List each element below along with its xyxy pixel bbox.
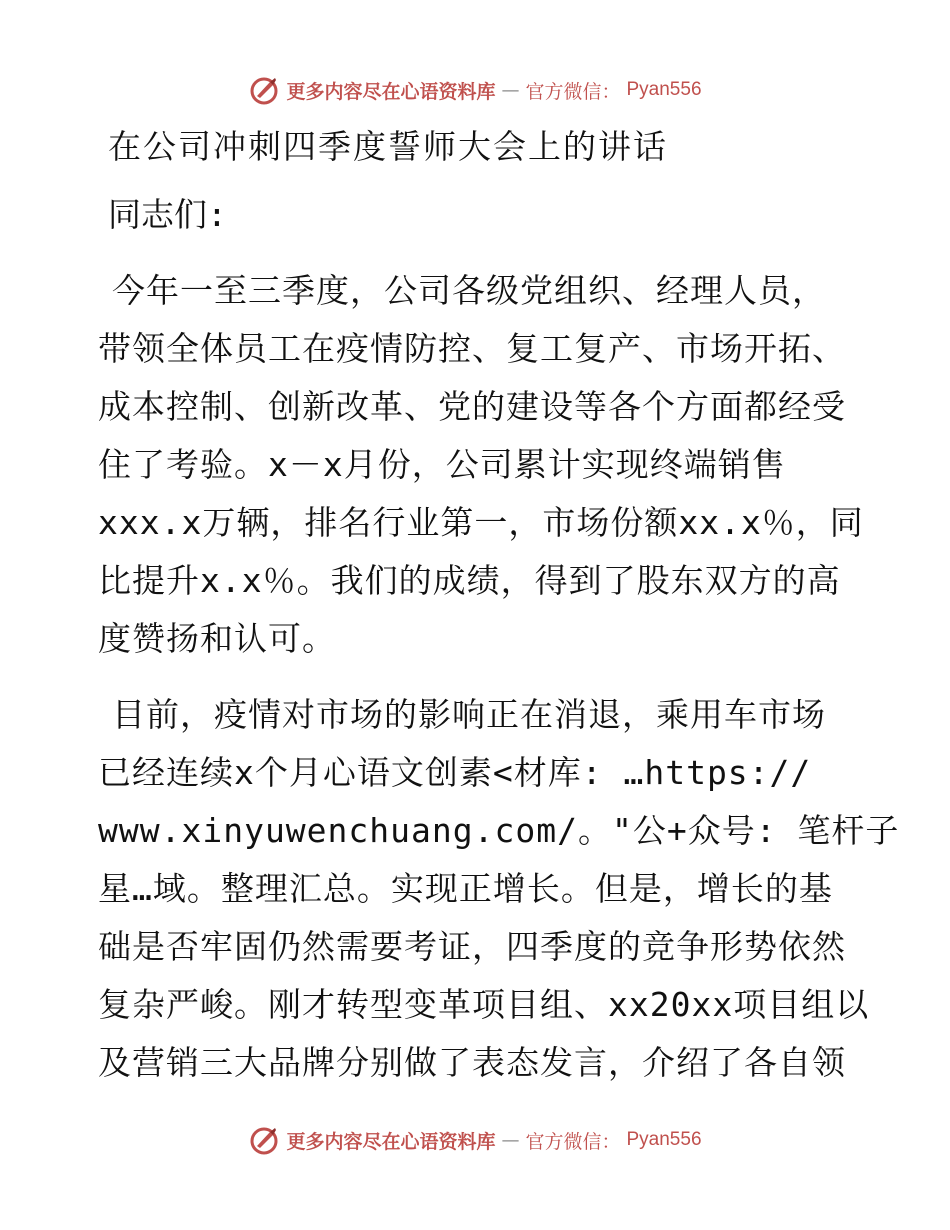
quill-logo-icon (248, 74, 280, 106)
document-body (98, 122, 900, 1110)
banner-dash: — (501, 1129, 520, 1151)
banner-dash: — (501, 79, 520, 101)
banner-promo-text: 更多内容尽在心语资料库 (286, 80, 496, 103)
banner-promo-text: 更多内容尽在心语资料库 (286, 1130, 496, 1153)
text-line: www.xinyuwenchuang.com/。"公+众号: 笔杆子 (98, 811, 900, 850)
text-line: 及营销三大品牌分别做了表态发言，介绍了各自领 (98, 1043, 846, 1082)
paragraph-1 (98, 262, 864, 668)
text-line: 带领全体员工在疫情防控、复工复产、市场开拓、 (98, 329, 846, 368)
salutation: 同志们: (108, 195, 227, 234)
banner-wechat-id: Pyan556 (626, 1129, 702, 1150)
footer-watermark-banner (0, 1122, 950, 1158)
text-line: 目前，疫情对市场的影响正在消退，乘用车市场 (112, 695, 826, 734)
text-line: 度赞扬和认可。 (98, 619, 336, 658)
text-line: 今年一至三季度，公司各级党组织、经理人员， (112, 271, 826, 310)
text-line: 础是否牢固仍然需要考证，四季度的竞争形势依然 (98, 927, 846, 966)
text-line: 星…域。整理汇总。实现正增长。但是，增长的基 (98, 869, 833, 908)
text-line: xxx.x万辆，排名行业第一，市场份额xx.x％，同 (98, 503, 864, 542)
banner-wechat-label: 官方微信： (525, 1130, 621, 1153)
text-line: 住了考验。x－x月份，公司累计实现终端销售 (98, 445, 786, 484)
quill-logo-icon (248, 1124, 280, 1156)
header-watermark-banner (0, 72, 950, 108)
document-title: 在公司冲刺四季度誓师大会上的讲话 (108, 127, 668, 166)
banner-wechat-label: 官方微信： (525, 80, 621, 103)
text-line: 成本控制、创新改革、党的建设等各个方面都经受 (98, 387, 846, 426)
text-line: 复杂严峻。刚才转型变革项目组、xx20xx项目组以 (98, 985, 870, 1024)
banner-wechat-id: Pyan556 (626, 79, 702, 100)
text-line: 比提升x.x％。我们的成绩，得到了股东双方的高 (98, 561, 841, 600)
text-line: 已经连续x个月心语文创素<材库: …https:// (98, 753, 812, 792)
paragraph-2 (98, 686, 900, 1092)
